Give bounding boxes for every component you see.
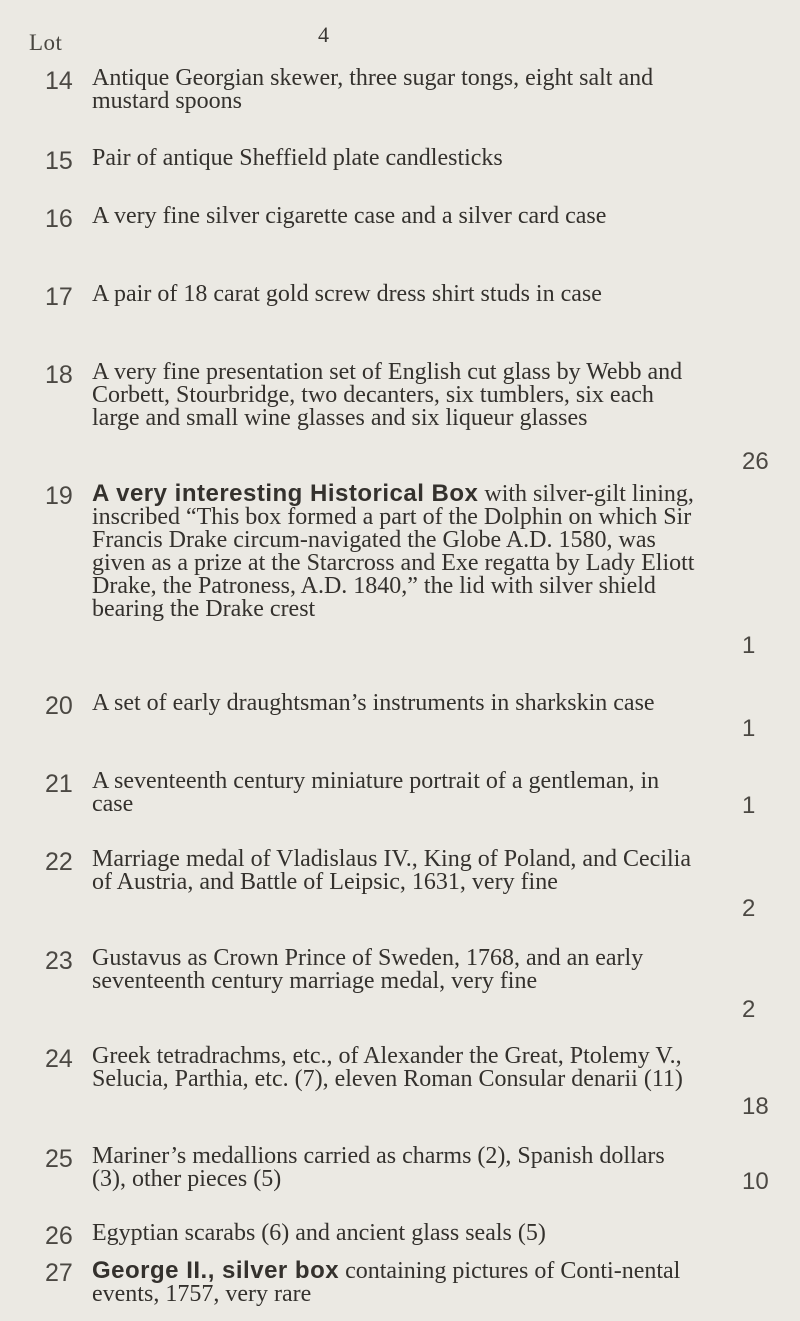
lot-number: 26	[45, 1222, 73, 1250]
lot-description: A very interesting Historical Box with silver-gilt lining, inscribed “This box formed a part of the Dolphin on which Sir Francis Drake circum-navigated the Globe A.D. 1580, was given as a prize at the Starcross and Exe regatta by Lady Eliott Drake, the Patroness, A.D. 1840,” the lid with silver shield bearing the Drake crest	[92, 480, 695, 622]
lot-number: 27	[45, 1259, 73, 1287]
lot-number: 14	[45, 67, 73, 95]
lot-description: A very fine silver cigarette case and a silver card case	[92, 203, 607, 229]
lot-price: 1	[742, 792, 756, 819]
lot-description: Greek tetradrachms, etc., of Alexander the Great, Ptolemy V., Selucia, Parthia, etc. (7), eleven Roman Consular denarii (11)	[92, 1043, 683, 1092]
lot-number: 23	[45, 947, 73, 975]
lot-price: 1	[742, 632, 756, 659]
lot-number: 24	[45, 1045, 73, 1073]
lot-price: 2	[742, 996, 756, 1023]
lot-description: A seventeenth century miniature portrait of a gentleman, in case	[92, 768, 660, 817]
lot-description: Mariner’s medallions carried as charms (2), Spanish dollars (3), other pieces (5)	[92, 1143, 665, 1192]
lot-number: 21	[45, 770, 73, 798]
lot-description: A pair of 18 carat gold screw dress shirt studs in case	[92, 281, 602, 307]
lot-price: 2	[742, 895, 756, 922]
lot-price: 26	[742, 448, 769, 475]
lot-number: 16	[45, 205, 73, 233]
lot-number: 22	[45, 848, 73, 876]
lot-number: 20	[45, 692, 73, 720]
lot-column-header: Lot	[29, 30, 63, 55]
lot-description: Marriage medal of Vladislaus IV., King of Poland, and Cecilia of Austria, and Battle of Leipsic, 1631, very fine	[92, 846, 691, 895]
lot-description: Gustavus as Crown Prince of Sweden, 1768, and an early seventeenth century marriage medal, very fine	[92, 945, 644, 994]
page-number: 4	[318, 22, 329, 47]
lot-description: A very fine presentation set of English cut glass by Webb and Corbett, Stourbridge, two decanters, six tumblers, six each large and small wine glasses and six liqueur glasses	[92, 359, 683, 431]
lot-price: 10	[742, 1168, 769, 1195]
lot-number: 25	[45, 1145, 73, 1173]
lot-price: 18	[742, 1093, 769, 1120]
lot-description: A set of early draughtsman’s instruments in sharkskin case	[92, 690, 655, 716]
lot-price: 1	[742, 715, 756, 742]
lot-number: 15	[45, 147, 73, 175]
lot-number: 18	[45, 361, 73, 389]
lot-description: Egyptian scarabs (6) and ancient glass seals (5)	[92, 1220, 546, 1246]
lot-description: Antique Georgian skewer, three sugar tongs, eight salt and mustard spoons	[92, 65, 654, 114]
lot-description: George II., silver box containing pictures of Conti-nental events, 1757, very rare	[92, 1257, 681, 1307]
lot-number: 19	[45, 482, 73, 510]
lot-description: Pair of antique Sheffield plate candlesticks	[92, 145, 503, 171]
lot-number: 17	[45, 283, 73, 311]
